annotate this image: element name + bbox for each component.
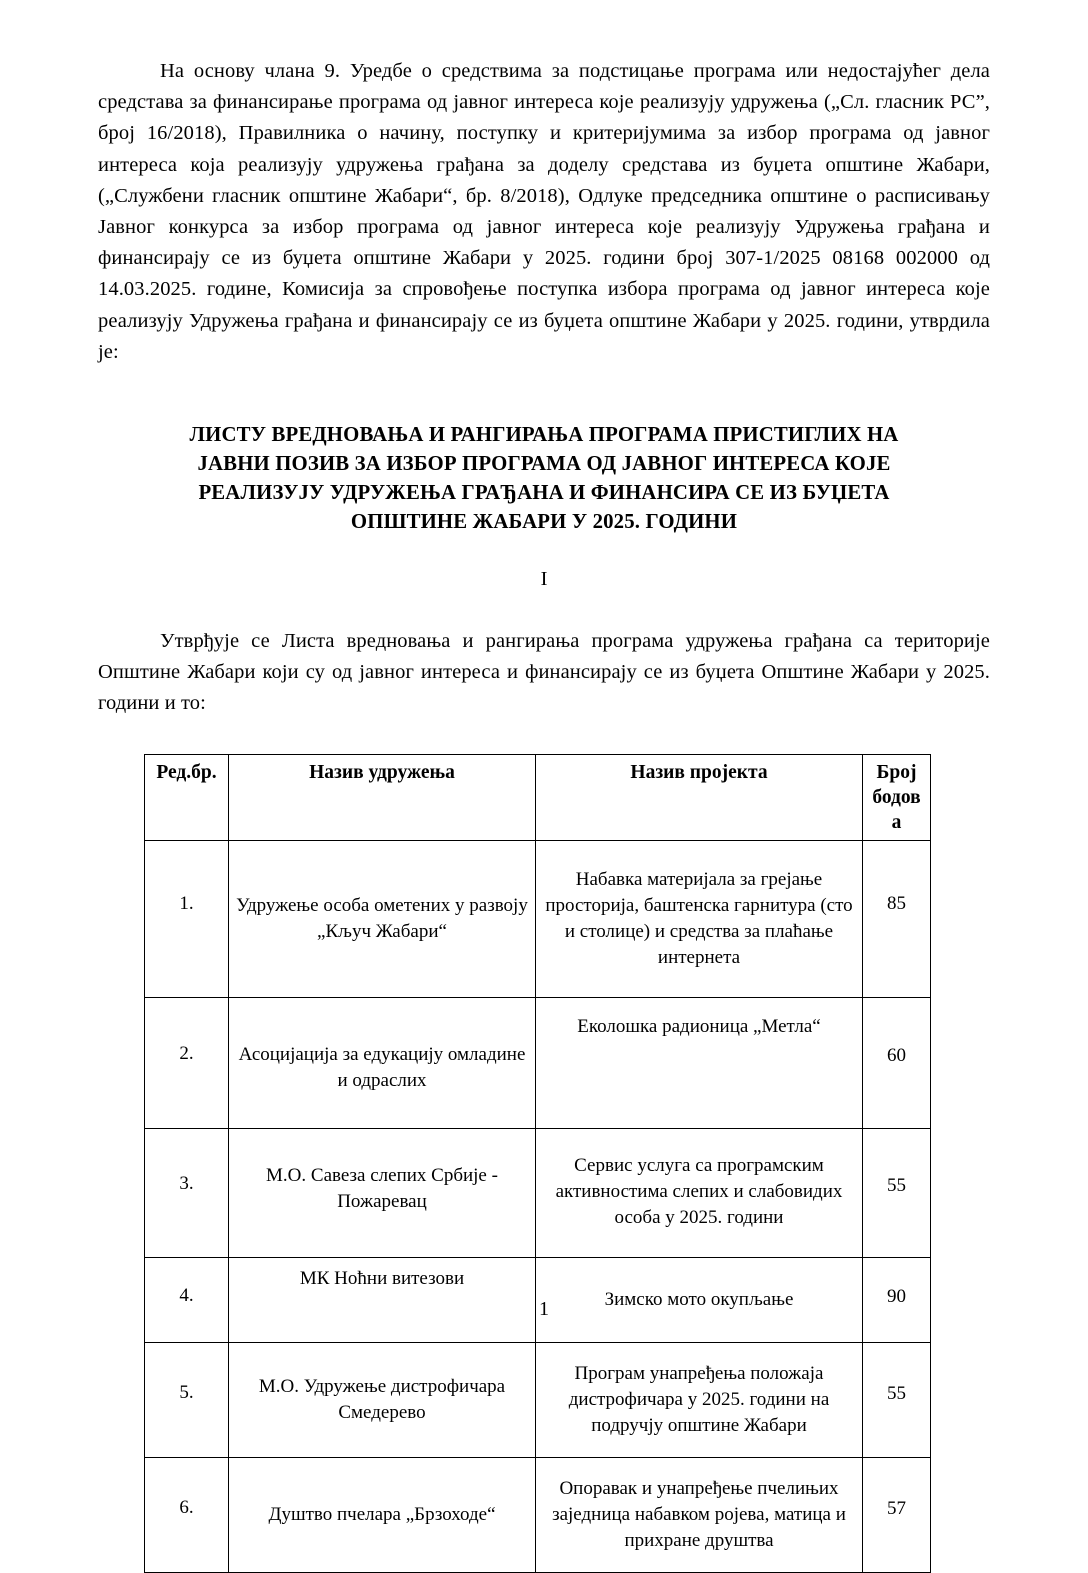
row-organization: Душтво пчелара „Брзоходе“ xyxy=(229,1457,536,1572)
page-title-line-3: РЕАЛИЗУЈУ УДРУЖЕЊА ГРАЂАНА И ФИНАНСИРА СЕ ИЗ БУЏЕТА xyxy=(198,481,890,505)
page-title-line-2: ЈАВНИ ПОЗИВ ЗА ИЗБОР ПРОГРАМА ОД ЈАВНОГ ИНТЕРЕСА КОЈЕ xyxy=(197,452,891,476)
table-row xyxy=(145,1342,931,1457)
row-organization: Асоцијација за едукацију омладине и одраслих xyxy=(229,997,536,1128)
spacer-before-table xyxy=(98,720,990,754)
row-number: 2. xyxy=(145,997,229,1128)
section-mark: I xyxy=(540,568,548,591)
intro-paragraph: На основу члана 9. Уредбе о средствима за подстицање програма или недостајућег дела средстава за финансирање програма од јавног интереса које реализују удружења („Сл. гласник РС”, број 16/2018), Правилника о начину, поступку и критеријумима за избор програма од јавног интереса која реализују удружења грађана за доделу средстава из буџета општине Жабари, („Службени гласник општине Жабари“, бр. 8/2018), Одлуке председника општине о расписивању Јавног конкурса за избор програма од јавног интереса које реализују Удружења грађана и финансирају се из буџета општине Жабари у 2025. години број 307-1/2025 08168 002000 од 14.03.2025. године, Комисија за спровођење поступка избора програма од јавног интереса које реализују Удружења грађана и финансирају се из буџета општине Жабари у 2025. години, утврдила је: xyxy=(98,60,990,363)
table-row xyxy=(145,1128,931,1257)
column-header-points-line-2: бодова xyxy=(872,786,921,833)
row-points: 55 xyxy=(863,1128,931,1257)
row-project: Сервис услуга са програмским активностима слепих и слабовидих особа у 2025. години xyxy=(536,1128,863,1257)
row-project: Зимско мото окупљање xyxy=(536,1257,863,1342)
table-row xyxy=(145,840,931,997)
page-title xyxy=(98,420,990,536)
row-number: 4. xyxy=(145,1257,229,1342)
row-points: 90 xyxy=(863,1257,931,1342)
row-project: Опоравак и унапређење пчелињих заједница набавком ројева, матица и прихране друштва xyxy=(536,1457,863,1572)
body-paragraph: Утврђује се Листа вредновања и рангирања програма удружења грађана са територије Општине Жабари који су од јавног интереса и финансирају се из буџета Општине Жабари у 2025. години и то: xyxy=(98,630,990,715)
row-organization: М.О. Савеза слепих Србије - Пожаревац xyxy=(229,1128,536,1257)
row-project: Набавка материјала за грејање просторија, баштенска гарнитура (сто и столице) и средства за плаћање интернета xyxy=(536,840,863,997)
row-project: Еколошка радионица „Метла“ xyxy=(536,997,863,1128)
table-row xyxy=(145,1457,931,1572)
spacer-after-title xyxy=(98,536,990,566)
ranking-table xyxy=(144,754,931,1573)
table-header-row xyxy=(145,754,931,840)
table-row xyxy=(145,997,931,1128)
row-number: 3. xyxy=(145,1128,229,1257)
row-organization: Удружење особа ометених у развоју „Кључ Жабари“ xyxy=(229,840,536,997)
row-organization: М.О. Удружење дистрофичара Смедерево xyxy=(229,1342,536,1457)
row-points: 57 xyxy=(863,1457,931,1572)
spacer-after-mark xyxy=(98,592,990,626)
row-project: Програм унапређења положаја дистрофичара у 2025. години на подручју општине Жабари xyxy=(536,1342,863,1457)
column-header-organization: Назив удружења xyxy=(229,754,536,840)
column-header-number: Ред.бр. xyxy=(145,754,229,840)
column-header-points xyxy=(863,754,931,840)
row-points: 60 xyxy=(863,997,931,1128)
page-title-line-1: ЛИСТУ ВРЕДНОВАЊА И РАНГИРАЊА ПРОГРАМА ПРИСТИГЛИХ НА xyxy=(189,423,899,447)
spacer-before-title xyxy=(98,368,990,420)
column-header-points-line-1: Број xyxy=(876,761,917,783)
page-title-line-4: ОПШТИНЕ ЖАБАРИ У 2025. ГОДИНИ xyxy=(350,510,738,534)
row-number: 1. xyxy=(145,840,229,997)
row-number: 5. xyxy=(145,1342,229,1457)
row-organization: МК Ноћни витезови xyxy=(229,1257,536,1342)
column-header-project: Назив пројекта xyxy=(536,754,863,840)
row-points: 55 xyxy=(863,1342,931,1457)
page-number: 1 xyxy=(539,1298,549,1320)
row-number: 6. xyxy=(145,1457,229,1572)
row-points: 85 xyxy=(863,840,931,997)
